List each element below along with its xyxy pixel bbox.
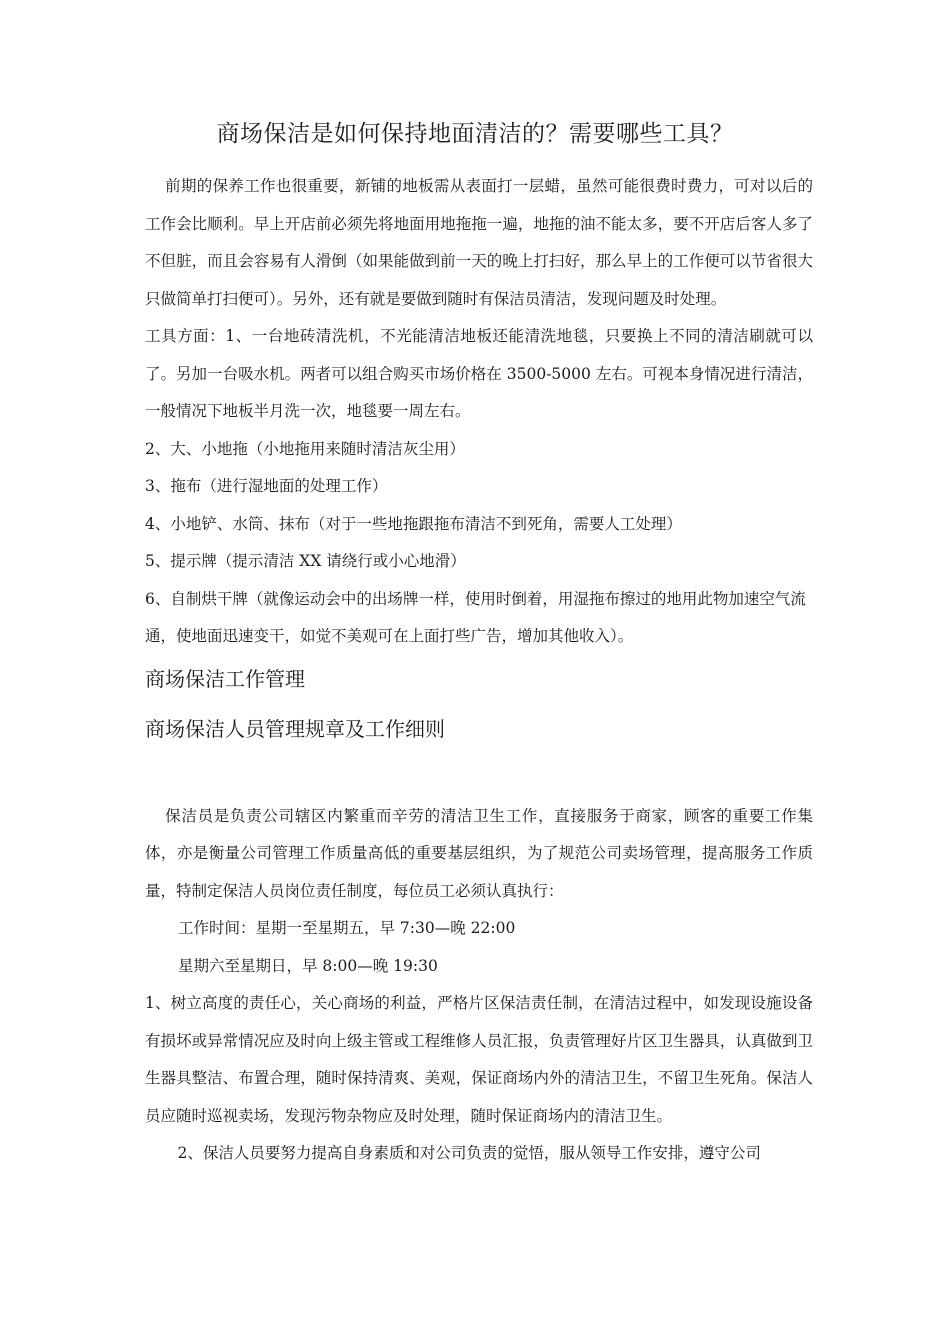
document-body	[145, 168, 813, 1173]
rule-1-paragraph: 1、树立高度的责任心，关心商场的利益，严格片区保洁责任制，在清洁过程中，如发现设施设备有损坏或异常情况应及时向上级主管或工程维修人员汇报，负责管理好片区卫生器具，认真做到卫生器具整洁、布置合理，随时保持清爽、美观，保证商场内外的清洁卫生，不留卫生死角。保洁人员应随时巡视卖场，发现污物杂物应及时处理，随时保证商场内的清洁卫生。	[145, 994, 813, 1125]
tool-item: 2、大、小地拖（小地拖用来随时清洁灰尘用）	[145, 439, 465, 458]
tool-item: 3、拖布（进行湿地面的处理工作）	[145, 477, 388, 495]
tool-item: 6、自制烘干牌（就像运动会中的出场牌一样，使用时倒着，用湿拖布擦过的地用此物加速空气流通，使地面迅速变干，如觉不美观可在上面打些广告，增加其他收入）。	[145, 589, 806, 645]
staff-paragraph: 保洁员是负责公司辖区内繁重而辛劳的清洁卫生工作，直接服务于商家，顾客的重要工作集体，亦是衡量公司管理工作质量高低的重要基层组织，为了规范公司卖场管理，提高服务工作质量，特制定保洁人员岗位责任制度，每位员工必须认真执行：	[145, 806, 813, 900]
section-heading-rules: 商场保洁人员管理规章及工作细则	[145, 716, 445, 741]
tools-paragraph: 工具方面：1、一台地砖清洗机，不光能清洁地板还能清洗地毯，只要换上不同的清洁刷就可以了。另加一台吸水机。两者可以组合购买市场价格在 3500-5000 左右。可视本身情况进行清洁，一般情况下地板半月洗一次，地毯要一周左右。	[145, 327, 813, 420]
schedule-weekend: 星期六至星期日，早 8:00—晚 19:30	[178, 956, 438, 975]
rule-2-paragraph: 2、保洁人员要努力提高自身素质和对公司负责的觉悟，服从领导工作安排，遵守公司	[177, 1144, 761, 1162]
schedule-weekday: 工作时间：星期一至星期五，早 7:30—晚 22:00	[178, 919, 516, 937]
tool-item: 5、提示牌（提示清洁 XX 请绕行或小心地滑）	[145, 552, 466, 570]
tool-item: 4、小地铲、水筒、抹布（对于一些地拖跟拖布清洁不到死角，需要人工处理）	[145, 514, 682, 533]
section-heading-management: 商场保洁工作管理	[145, 666, 305, 691]
document-title: 商场保洁是如何保持地面清洁的？需要哪些工具？	[216, 121, 734, 147]
intro-paragraph: 前期的保养工作也很重要，新铺的地板需从表面打一层蜡，虽然可能很费时费力，可对以后的工作会比顺利。早上开店前必须先将地面用地拖拖一遍，地拖的油不能太多，要不开店后客人多了不但脏，而且会容易有人滑倒（如果能做到前一天的晚上打扫好，那么早上的工作便可以节省很大只做简单打扫便可）。另外，还有就是要做到随时有保洁员清洁，发现问题及时处理。	[145, 177, 813, 308]
